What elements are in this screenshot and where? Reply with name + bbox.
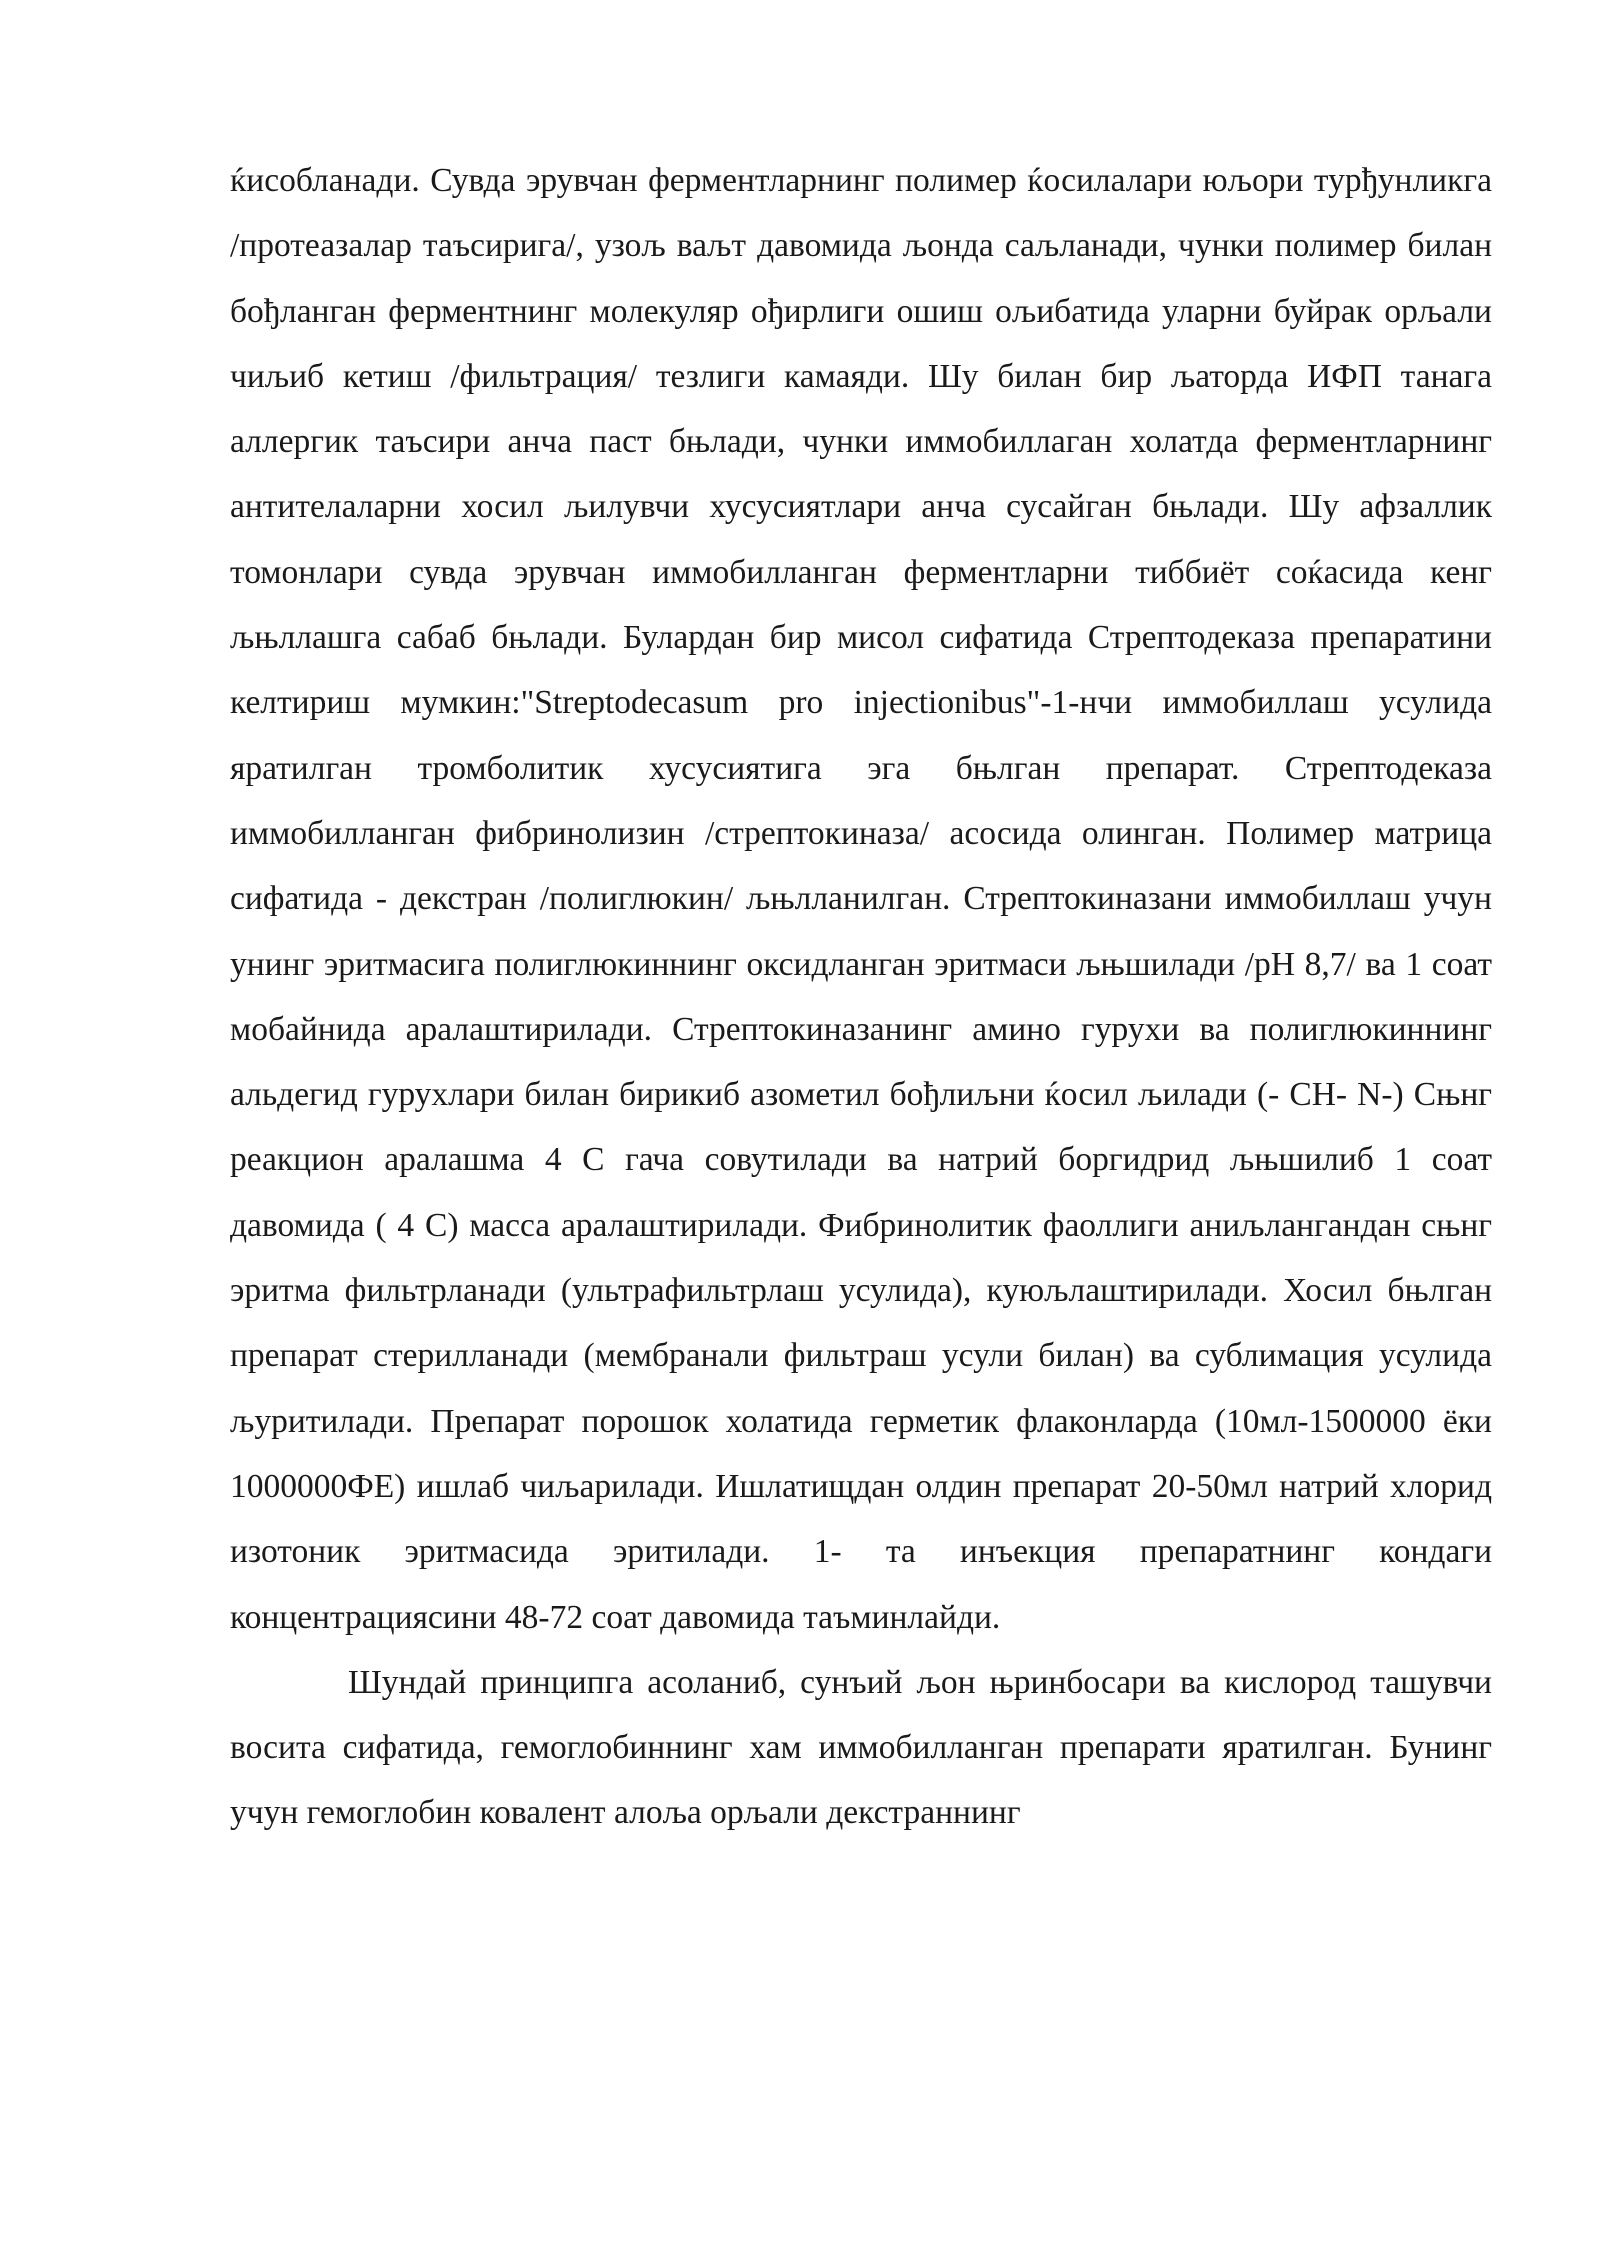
document-body xyxy=(230,148,1492,1846)
paragraph-2: Шундай принципга асоланиб, сунъий љон њринбосари ва кислород ташувчи восита сифатида, гемоглобиннинг хам иммобилланган препарати яратилган. Бунинг учун гемоглобин ковалент алољa орљали декстраннинг xyxy=(230,1663,1492,1832)
paragraph-1: ќисобланади. Сувда эрувчан ферментларнинг полимер ќосилалари юљори турђунликга /протеазалар таъсирига/, узољ ваљт давомида љонда саљланади, чунки полимер билан бођланган ферментнинг молекуляр ођирлиги ошиш ољибатида уларни буйрак орљали чиљиб кетиш /фильтрация/ тезлиги камаяди. Шу билан бир љаторда ИФП танага аллергик таъсири анча паст бњлади, чунки иммобиллаган холатда ферментларнинг антителаларни хосил љилувчи хусусиятлари анча сусайган бњлади. Шу афзаллик томонлари сувда эрувчан иммобилланган ферментларни тиббиёт соќасида кенг љњллашга сабаб бњлади. Булардан бир мисол сифатида Стрептодеказа препаратини келтириш мумкин:"Streptodecasum pro injectionibus"-1-нчи иммобиллаш усулида яратилган тромболитик хусусиятига эга бњлган препарат. Стрептодеказа иммобилланган фибринолизин /стрептокиназа/ асосида олинган. Полимер матрица сифатида - декстран /полиглюкин/ љњлланилган. Стрептокиназани иммобиллаш учун унинг эритмасига полиглюкиннинг оксидланган эритмаси љњшилади /рН 8,7/ ва 1 соат мобайнида аралаштирилади. Стрептокиназанинг амино гурухи ва полиглюкиннинг альдегид гурухлари билан бирикиб азометил бођлиљни ќосил љилади (- CH- N-) Сњнг реакцион аралашма 4 С гача совутилади ва натрий боргидрид љњшилиб 1 соат давомида ( 4 С) масса аралаштирилади. Фибринолитик фаоллиги аниљлангандан сњнг эритма фильтрланади (ультрафильтрлаш усулида), куюљлаштирилади. Хосил бњлган препарат стерилланади (мембранали фильтраш усули билан) ва сублимация усулида љуритилади. Препарат порошок холатида герметик флаконларда (10мл-1500000 ёки 1000000ФЕ) ишлаб чиљарилади. Ишлатищдан олдин препарат 20-50мл натрий хлорид изотоник эритмасида эритилади. 1- та инъекция препаратнинг кондаги концентрациясини 48-72 соат давомида таъминлайди. xyxy=(230,162,1492,1636)
